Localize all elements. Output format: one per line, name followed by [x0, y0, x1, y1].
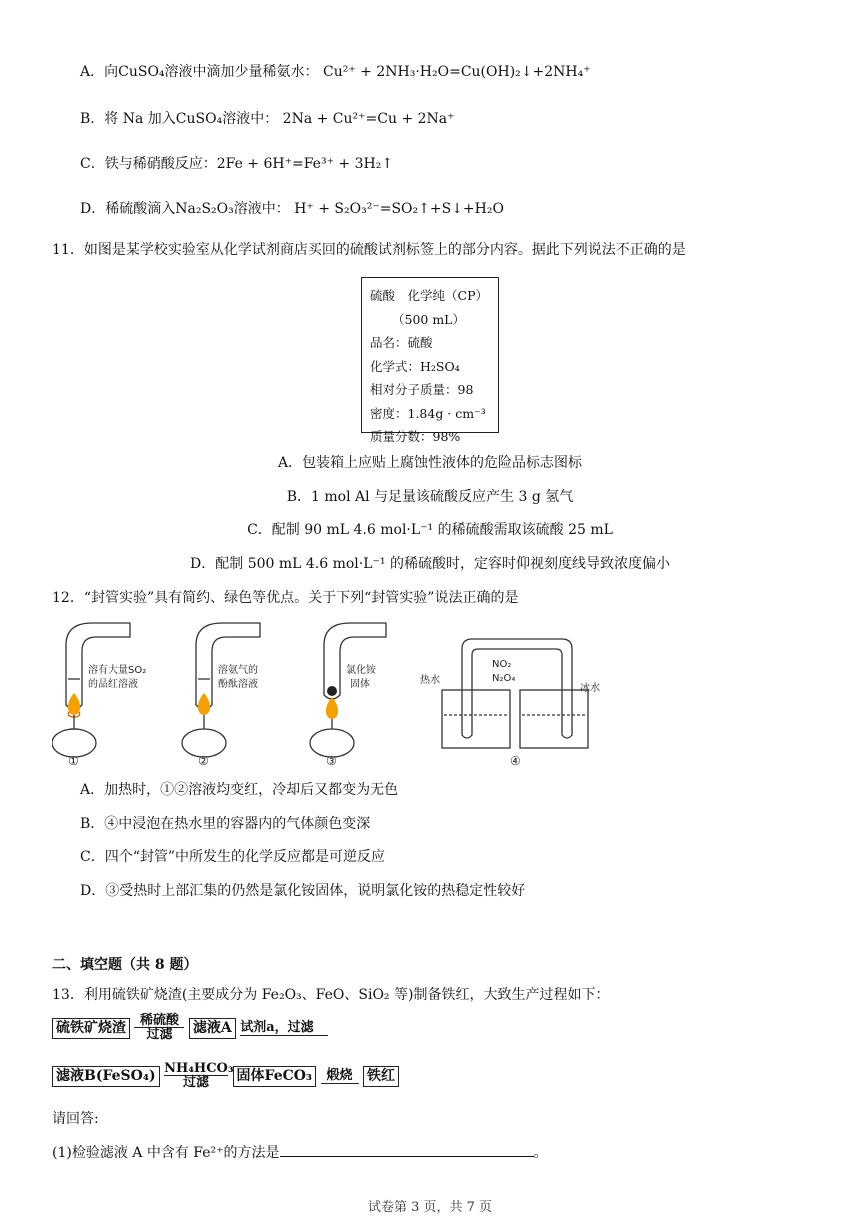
answer-blank[interactable] — [280, 1142, 534, 1157]
fig4-hot-water-label: 热水 — [420, 675, 440, 686]
equation: H⁺ + S₂O₃²⁻=SO₂↑+S↓+H₂O — [294, 201, 504, 217]
flow-box: 滤液A — [189, 1018, 236, 1039]
flow-arrow: 稀硫酸 过滤 — [134, 1014, 184, 1042]
page-footer: 试卷第 3 页，共 7 页 — [367, 1200, 493, 1215]
label-line: （500 mL） — [392, 311, 465, 327]
flow-arrow: 煅烧 — [321, 1069, 359, 1084]
fig1-label: 的品红溶液 — [88, 679, 138, 690]
flow-box: 硫铁矿烧渣 — [52, 1018, 130, 1039]
q10-option-b: B．将 Na 加入CuSO₄溶液中： 2Na + Cu²⁺=Cu + 2Na⁺ — [80, 111, 455, 127]
flow-arrow: NH₄HCO₃ 过滤 — [164, 1061, 234, 1090]
fig-number: ④ — [510, 754, 521, 768]
section-title: 二、填空题（共 8 题） — [52, 957, 198, 973]
fig4-no2-label: NO₂ — [492, 659, 512, 670]
label-line: 硫酸 化学纯（CP） — [370, 288, 488, 303]
q10-option-c: C．铁与稀硝酸反应：2Fe + 6H⁺=Fe³⁺ + 3H₂↑ — [80, 156, 394, 172]
fig2-label: 酚酞溶液 — [218, 679, 258, 690]
q12-stem: 12．“封管实验”具有简约、绿色等优点。关于下列“封管实验”说法正确的是 — [52, 590, 519, 606]
q12-option-c: C．四个“封管”中所发生的化学反应都是可逆反应 — [80, 849, 386, 865]
q12-option-b: B．④中浸泡在热水里的容器内的气体颜色变深 — [80, 816, 371, 832]
process-flow-row-2 — [52, 1062, 399, 1090]
q12-option-d: D．③受热时上部汇集的仍然是氯化铵固体，说明氯化铵的热稳定性较好 — [80, 883, 526, 899]
q11-option-c: C．配制 90 mL 4.6 mol·L⁻¹ 的稀硫酸需取该硫酸 25 mL — [247, 522, 613, 538]
fig3-label: 氯化铵 — [346, 665, 376, 676]
label-line: 品名：硫酸 — [370, 335, 433, 350]
equation: 2Fe + 6H⁺=Fe³⁺ + 3H₂↑ — [216, 156, 394, 172]
flow-box: 固体FeCO₃ — [233, 1066, 317, 1087]
q10-option-d: D．稀硫酸滴入Na₂S₂O₃溶液中： H⁺ + S₂O₃²⁻=SO₂↑+S↓+H₂O — [80, 201, 504, 217]
process-flow-row-1 — [52, 1014, 328, 1042]
sealed-tube-experiments-figure — [52, 615, 612, 770]
fig-number: ② — [198, 754, 209, 768]
q10-option-a: A．向CuSO₄溶液中滴加少量稀氨水： Cu²⁺ + 2NH₃·H₂O=Cu(OH)₂↓+2NH₄⁺ — [80, 64, 591, 80]
fig4-n2o4-label: N₂O₄ — [492, 673, 516, 684]
fig3-label: 固体 — [350, 679, 370, 690]
fig-number: ③ — [326, 754, 337, 768]
equation: 2Na + Cu²⁺=Cu + 2Na⁺ — [282, 111, 455, 127]
q13-stem: 13．利用硫铁矿烧渣(主要成分为 Fe₂O₃、FeO、SiO₂ 等)制备铁红，大致生产过程如下： — [52, 987, 610, 1003]
q11-option-d: D．配制 500 mL 4.6 mol·L⁻¹ 的稀硫酸时，定容时仰视刻度线导致浓度偏小 — [190, 556, 670, 572]
flow-arrow: 试剂a，过滤 — [240, 1021, 328, 1036]
q13-sub1: (1)检验滤液 A 中含有 Fe²⁺的方法是 。 — [52, 1142, 548, 1163]
label-line: 质量分数：98% — [370, 429, 461, 444]
label-line: 密度：1.84g · cm⁻³ — [370, 405, 486, 421]
q13-ask: 请回答: — [52, 1111, 99, 1127]
label-line: 相对分子质量：98 — [370, 382, 474, 397]
q11-option-a: A．包装箱上应贴上腐蚀性液体的危险品标志图标 — [277, 455, 583, 471]
fig4-ice-water-label: 冰水 — [580, 683, 600, 694]
q11-option-b: B．1 mol Al 与足量该硫酸反应产生 3 g 氢气 — [286, 489, 574, 505]
q12-option-a: A．加热时，①②溶液均变红，冷却后又都变为无色 — [80, 782, 399, 798]
fig2-label: 溶氨气的 — [218, 665, 258, 676]
label-line: 化学式：H₂SO₄ — [370, 358, 460, 374]
flow-box: 铁红 — [363, 1066, 399, 1087]
q11-stem: 11．如图是某学校实验室从化学试剂商店买回的硫酸试剂标签上的部分内容。据此下列说法不正确的是 — [52, 242, 686, 258]
fig1-label: 溶有大量SO₂ — [88, 665, 147, 676]
fig-number: ① — [68, 754, 79, 768]
flow-box: 滤液B(FeSO₄) — [52, 1066, 160, 1087]
equation: Cu²⁺ + 2NH₃·H₂O=Cu(OH)₂↓+2NH₄⁺ — [323, 64, 591, 80]
reagent-label — [361, 277, 499, 444]
